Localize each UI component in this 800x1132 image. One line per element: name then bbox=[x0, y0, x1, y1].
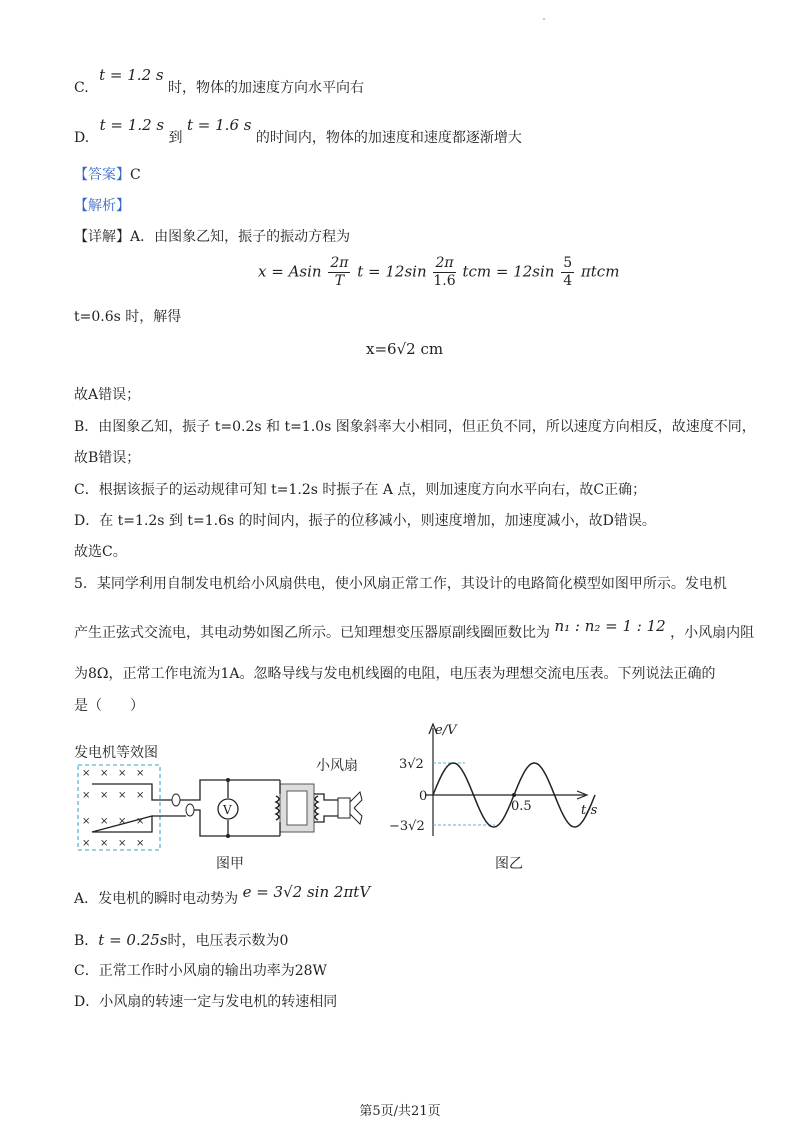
option-a-math: e = 3√2 sin 2πtV bbox=[242, 883, 371, 901]
detail-line-7: D．在 t=1.2s 到 t=1.6s 的时间内，振子的位移减小，则速度增加，加速度减小，故D错误。 bbox=[74, 513, 656, 529]
detail-line-5: 故B错误； bbox=[74, 450, 141, 466]
option-c-letter: C. bbox=[74, 80, 89, 96]
analysis-tag: 【解析】 bbox=[74, 198, 130, 214]
eq-frac-3-den: 4 bbox=[563, 273, 573, 289]
option-b-letter: B． bbox=[74, 933, 99, 949]
secondary-coil bbox=[315, 796, 318, 820]
option-d-mid: 到 bbox=[168, 130, 183, 146]
svg-text:×: × bbox=[136, 768, 145, 779]
fan-label: 小风扇 bbox=[316, 758, 358, 774]
eq-frac-3 bbox=[561, 255, 574, 290]
figure-yi-caption: 图乙 bbox=[495, 856, 523, 872]
answer-line bbox=[74, 164, 141, 184]
option-c-text: 时，物体的加速度方向水平向右 bbox=[168, 80, 365, 96]
detail-line-3: 故A错误； bbox=[74, 387, 141, 403]
field-crosses bbox=[82, 768, 144, 849]
detail-line-1 bbox=[74, 226, 350, 246]
figure-jia-caption: 图甲 bbox=[216, 856, 244, 872]
generator-title: 发电机等效图 bbox=[74, 745, 158, 761]
q5-line-4: 是（ ） bbox=[74, 698, 144, 714]
vibration-equation bbox=[258, 255, 619, 290]
eq-end: πtcm bbox=[580, 262, 620, 281]
eq-frac-3-num: 5 bbox=[563, 255, 573, 271]
detail-line-6: C．根据该振子的运动规律可知 t=1.2s 时振子在 A 点，则加速度方向水平向右，故C正确； bbox=[74, 482, 647, 498]
svg-text:×: × bbox=[82, 816, 91, 827]
svg-text:×: × bbox=[100, 790, 109, 801]
x-axis-label: t/s bbox=[581, 803, 598, 818]
eq-frac-1-num: 2π bbox=[330, 255, 349, 271]
slip-ring-2 bbox=[186, 804, 194, 816]
page-footer: 第5页/共21页 bbox=[359, 1104, 441, 1119]
x-tick-label: 0.5 bbox=[511, 799, 532, 814]
option-d-letter: D. bbox=[74, 130, 90, 146]
detail-tag: 【详解】 bbox=[74, 229, 130, 245]
primary-coil bbox=[276, 796, 279, 820]
svg-text:×: × bbox=[136, 838, 145, 849]
option-c-math: t = 1.2 s bbox=[99, 66, 164, 84]
option-b-text: 时，电压表示数为0 bbox=[167, 933, 289, 949]
svg-text:×: × bbox=[136, 816, 145, 827]
scan-dot bbox=[543, 18, 545, 20]
q5-line-2 bbox=[74, 617, 755, 642]
q5-line-3: 为8Ω，正常工作电流为1A。忽略导线与发电机线圈的电阻，电压表为理想交流电压表。下列说法正确的 bbox=[74, 666, 716, 682]
detail-line-2: t=0.6s 时，解得 bbox=[74, 309, 182, 325]
eq-frac-2-den: 1.6 bbox=[433, 273, 456, 289]
detail-line-4: B．由图象乙知，振子 t=0.2s 和 t=1.0s 图象斜率大小相同，但正负不同，所以速度方向相反，故速度不同， bbox=[74, 419, 756, 435]
eq-frac-1 bbox=[328, 255, 350, 290]
option-d-line bbox=[74, 115, 522, 146]
svg-text:×: × bbox=[136, 790, 145, 801]
option-a-text: A．发电机的瞬时电动势为 bbox=[74, 891, 239, 907]
eq-mid-2: tcm = 12sin bbox=[462, 262, 555, 281]
svg-text:×: × bbox=[100, 816, 109, 827]
y-tick-negative: −3√2 bbox=[389, 819, 425, 834]
eq-frac-1-den: T bbox=[334, 273, 345, 289]
slip-ring-1 bbox=[172, 794, 180, 806]
y-axis-label: e/V bbox=[435, 723, 457, 738]
detail-text-1: A．由图象乙知，振子的振动方程为 bbox=[130, 229, 351, 245]
voltmeter-label: V bbox=[223, 803, 232, 817]
y-tick-positive: 3√2 bbox=[399, 757, 424, 772]
detail-line-8: 故选C。 bbox=[74, 544, 127, 560]
eq-frac-2 bbox=[433, 255, 455, 290]
option-d2-line: D．小风扇的转速一定与发电机的转速相同 bbox=[74, 994, 338, 1010]
q5-line-1: 5．某同学利用自制发电机给小风扇供电，使小风扇正常工作，其设计的电路简化模型如图甲所示。发电机 bbox=[74, 576, 727, 592]
svg-text:×: × bbox=[100, 838, 109, 849]
eq-frac-2-num: 2π bbox=[433, 255, 455, 273]
option-a-line bbox=[74, 883, 371, 908]
circuit-figure bbox=[70, 740, 370, 875]
option-c2-line: C．正常工作时小风扇的输出功率为28W bbox=[74, 963, 327, 979]
answer-value: C bbox=[130, 167, 141, 183]
option-b-math: t = 0.25s bbox=[98, 931, 168, 949]
option-d-text: 的时间内，物体的加速度和速度都逐渐增大 bbox=[255, 130, 522, 146]
option-d-math2: t = 1.6 s bbox=[187, 116, 252, 134]
fan-blade-icon bbox=[350, 792, 362, 824]
option-c-line bbox=[74, 65, 365, 96]
emf-graph bbox=[385, 718, 615, 873]
svg-text:×: × bbox=[100, 768, 109, 779]
option-b-line bbox=[74, 930, 288, 950]
q5-line-2a: 产生正弦式交流电，其电动势如图乙所示。已知理想变压器原副线圈匝数比为 bbox=[74, 625, 550, 641]
svg-text:×: × bbox=[118, 768, 127, 779]
answer-tag: 【答案】 bbox=[74, 167, 130, 183]
q5-ratio: n₁ : n₂ = 1 : 12 bbox=[554, 617, 666, 635]
option-d-math1: t = 1.2 s bbox=[99, 116, 165, 134]
svg-text:×: × bbox=[82, 790, 91, 801]
origin-label: 0 bbox=[419, 789, 428, 804]
svg-text:×: × bbox=[118, 816, 127, 827]
svg-text:×: × bbox=[82, 768, 91, 779]
result-equation: x=6√2 cm bbox=[366, 340, 444, 358]
fan-motor bbox=[338, 798, 350, 818]
svg-text:×: × bbox=[82, 838, 91, 849]
svg-text:×: × bbox=[118, 838, 127, 849]
x-tick-point bbox=[512, 793, 516, 797]
q5-line-2b: ，小风扇内阻 bbox=[670, 625, 755, 641]
eq-lhs: x = Asin bbox=[258, 262, 322, 281]
eq-mid-1: t = 12sin bbox=[357, 262, 427, 281]
svg-text:×: × bbox=[118, 790, 127, 801]
